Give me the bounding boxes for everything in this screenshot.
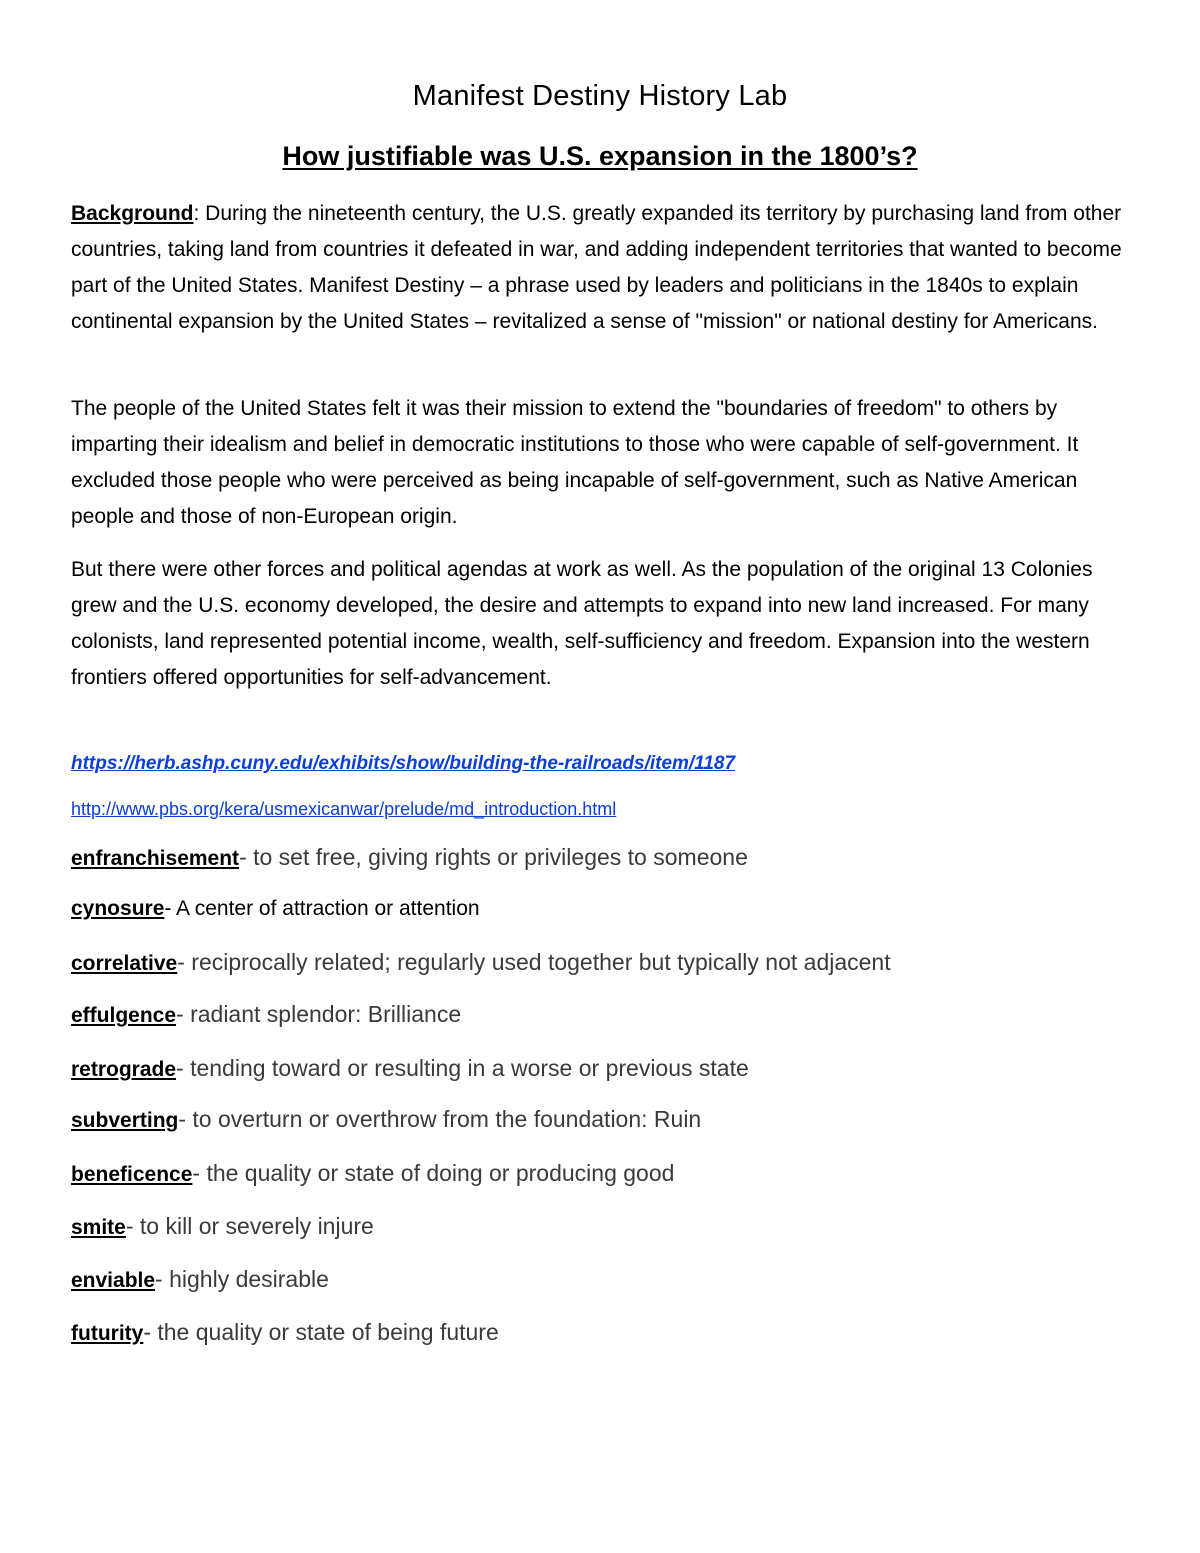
vocab-definition: - to overturn or overthrow from the foundation: Ruin	[178, 1106, 702, 1132]
vocab-item-effulgence	[71, 997, 1133, 1035]
vocab-term: enfranchisement	[71, 847, 240, 870]
vocab-definition: - to set free, giving rights or privileges to someone	[239, 844, 748, 870]
vocab-item-retrograde	[71, 1051, 1133, 1089]
vocab-definition: - reciprocally related; regularly used together but typically not adjacent	[177, 949, 891, 975]
vocab-item-correlative	[71, 945, 1133, 983]
vocab-item-futurity	[71, 1315, 1133, 1353]
pbs-link[interactable]: http://www.pbs.org/kera/usmexicanwar/prelude/md_introduction.html	[71, 799, 617, 819]
background-text: : During the nineteenth century, the U.S. greatly expanded its territory by purchasing land from other countries, taking land from countries it defeated in war, and adding independent territories that wanted to become part of the United States. Manifest Destiny – a phrase used by leaders and politicians in the 1840s to explain continental expansion by the United States – revitalized a sense of "mission" or national destiny for Americans.	[71, 202, 1122, 333]
vocab-term: smite	[71, 1216, 126, 1239]
guiding-question: How justifiable was U.S. expansion in the 1800’s?	[282, 141, 918, 171]
vocab-definition: - to kill or severely injure	[125, 1213, 374, 1239]
vocab-term: subverting	[71, 1109, 179, 1132]
railroads-link[interactable]: https://herb.ashp.cuny.edu/exhibits/show/building-the-railroads/item/1187	[71, 753, 736, 774]
vocab-definition: - the quality or state of doing or producing good	[192, 1160, 675, 1186]
vocab-item-enfranchisement	[71, 840, 1133, 878]
vocab-term: cynosure	[71, 897, 165, 920]
vocab-definition: - tending toward or resulting in a worse or previous state	[176, 1055, 749, 1081]
vocab-item-subverting	[71, 1102, 1133, 1140]
vocab-item-beneficence	[71, 1156, 1133, 1194]
vocab-definition: - A center of attraction or attention	[164, 897, 480, 920]
expansion-paragraph: But there were other forces and political agendas at work as well. As the population of the original 13 Colonies grew and the U.S. economy developed, the desire and attempts to expand into new land increased. For many colonists, land represented potential income, wealth, self-sufficiency and freedom. Expansion into the western frontiers offered opportunities for self-advancement.	[71, 558, 1093, 689]
document-title: Manifest Destiny History Lab	[412, 80, 788, 112]
background-paragraph	[71, 196, 1133, 340]
vocab-term: enviable	[71, 1269, 156, 1292]
vocab-term: retrograde	[71, 1058, 177, 1081]
vocab-item-cynosure	[71, 892, 1133, 928]
vocab-item-smite	[71, 1209, 1133, 1247]
vocab-definition: - radiant splendor: Brilliance	[176, 1001, 462, 1027]
vocab-term: futurity	[71, 1322, 144, 1345]
background-label: Background	[71, 202, 194, 225]
mission-paragraph: The people of the United States felt it was their mission to extend the "boundaries of freedom" to others by imparting their idealism and belief in democratic institutions to those who were capable of self-government. It excluded those people who were perceived as being incapable of self-government, such as Native American people and those of non-European origin.	[71, 397, 1079, 528]
vocab-term: beneficence	[71, 1163, 193, 1186]
vocab-term: correlative	[71, 952, 178, 975]
vocab-definition: - the quality or state of being future	[143, 1319, 499, 1345]
vocab-definition: - highly desirable	[155, 1266, 329, 1292]
vocab-item-enviable	[71, 1262, 1133, 1300]
vocab-term: effulgence	[71, 1004, 177, 1027]
